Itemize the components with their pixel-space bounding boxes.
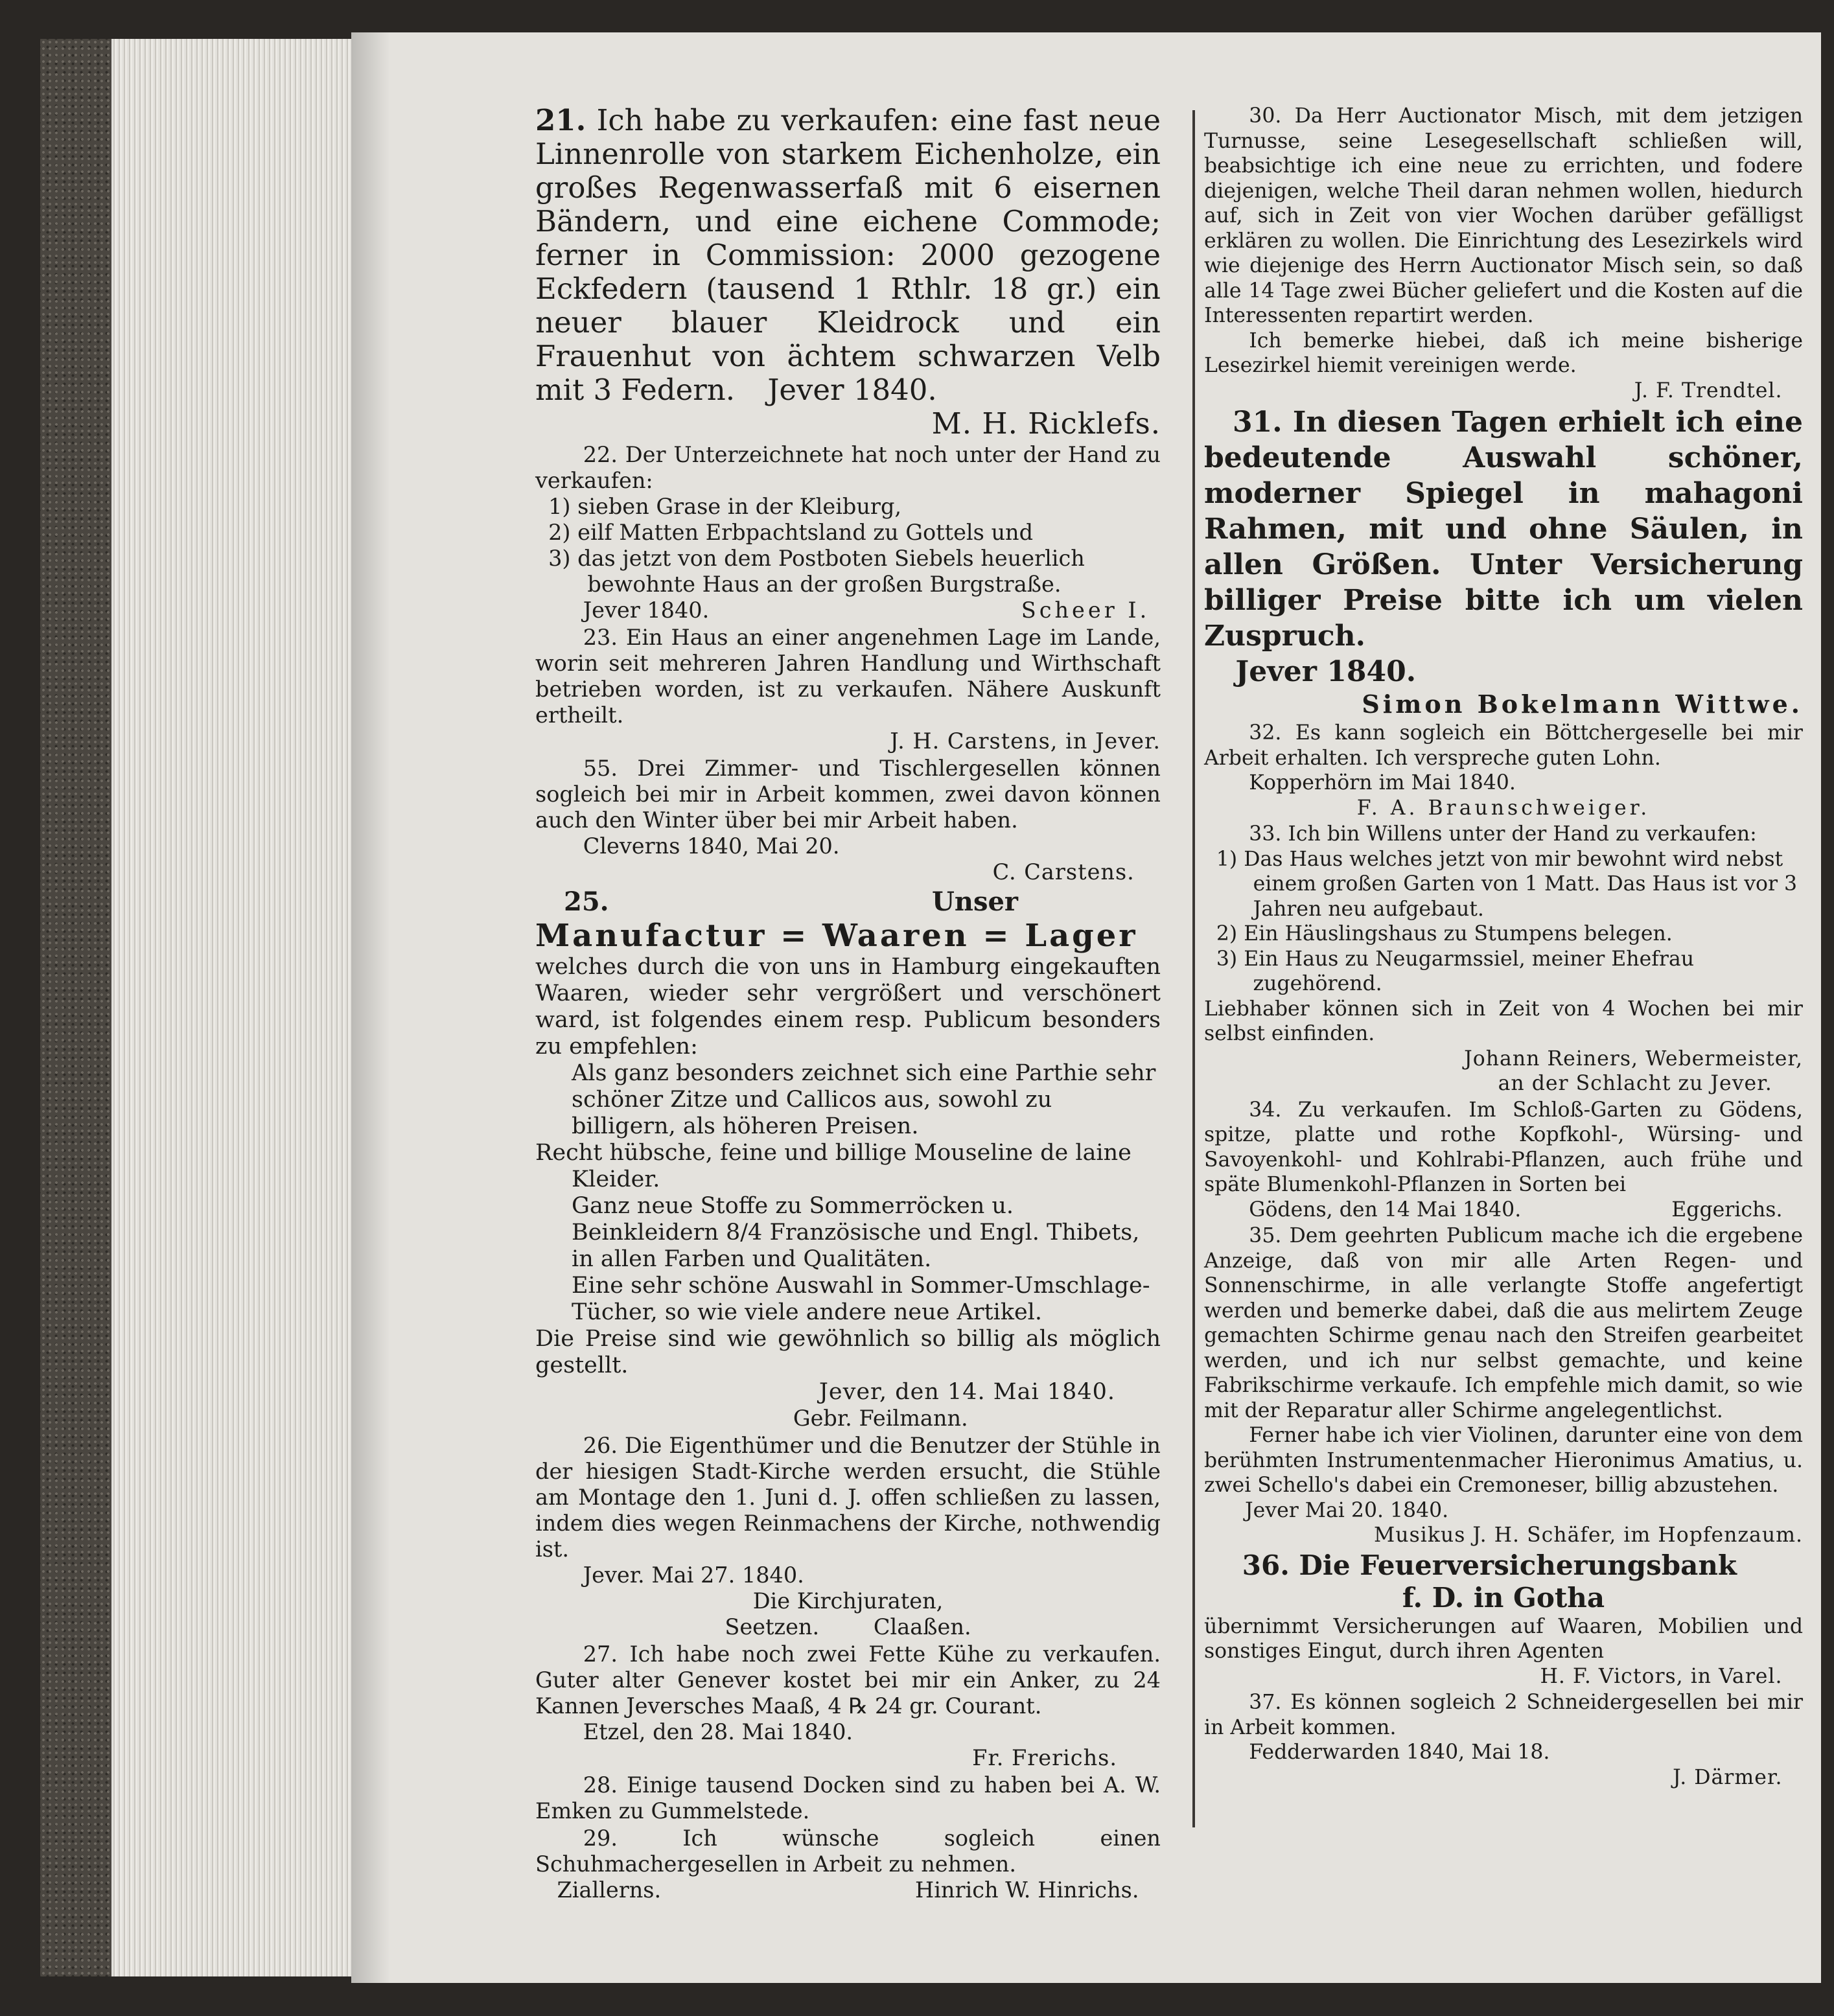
ad-34-place: Gödens, den 14 Mai 1840.	[1249, 1198, 1522, 1222]
ad-32-signature: F. A. Braunschweiger.	[1356, 796, 1651, 820]
ad-55	[535, 756, 1161, 885]
ad-22-place: Jever 1840.	[583, 597, 710, 623]
list-item: 3) das jetzt von dem Postboten Siebels heuerlich bewohnte Haus an der großen Burgstraße.	[548, 546, 1085, 597]
ad-29-footer	[535, 1877, 1161, 1903]
ad-25-heading	[535, 886, 1161, 918]
book-cover-edge	[40, 39, 111, 1976]
ad-32-text: 32. Es kann sogleich ein Böttchergeselle bei mir Arbeit erhalten. Ich verspreche guten Lohn.	[1204, 721, 1803, 770]
ad-23-signature: J. H. Carstens, in Jever.	[890, 728, 1161, 754]
gutter-shadow	[351, 32, 390, 1983]
ad-37-text: 37. Es können sogleich 2 Schneidergesellen bei mir in Arbeit kommen.	[1204, 1691, 1803, 1739]
ad-26	[535, 1433, 1161, 1640]
ad-36-number: 36.	[1242, 1549, 1290, 1581]
list-item: 1) sieben Grase in der Kleiburg,	[548, 494, 902, 519]
ad-25-item: Eine sehr schöne Auswahl in Sommer-Umschlage-Tücher, so wie viele andere neue Artikel.	[572, 1273, 1150, 1325]
ad-25-item: Ganz neue Stoffe zu Sommerröcken u. Beinkleidern 8/4 Französische und Engl. Thibets, in allen Farben und Qualitäten.	[572, 1193, 1140, 1272]
ad-37-place: Fedderwarden 1840, Mai 18.	[1249, 1741, 1550, 1764]
ad-55-text: 55. Drei Zimmer- und Tischlergesellen können sogleich bei mir in Arbeit kommen, zwei davon können auch den Winter über bei mir Arbeit haben.	[535, 756, 1161, 833]
ad-21-place: Jever 1840.	[767, 373, 937, 407]
ad-36	[1204, 1549, 1803, 1689]
ad-33-intro: 33. Ich bin Willens unter der Hand zu verkaufen:	[1249, 822, 1757, 846]
ad-27-place: Etzel, den 28. Mai 1840.	[583, 1719, 853, 1744]
ad-31-text: 31. In diesen Tagen erhielt ich eine bedeutende Auswahl schöner, moderner Spiegel in mahagoni Rahmen, mit und ohne Säulen, in allen Größen. Unter Versicherung billiger Preise bitte ich um vielen Zuspruch.	[1204, 406, 1803, 653]
ad-27-text: 27. Ich habe noch zwei Fette Kühe zu verkaufen. Guter alter Genever kostet bei mir ein Anker, zu 24 Kannen Jeversches Maaß, 4 ℞ 24 gr. Courant.	[535, 1641, 1161, 1719]
ad-25	[535, 886, 1161, 1431]
ad-22	[535, 442, 1161, 623]
ad-29-place: Ziallerns.	[557, 1877, 662, 1903]
ad-30	[1204, 104, 1803, 403]
ad-25-item: Als ganz besonders zeichnet sich eine Parthie sehr schöner Zitze und Callicos aus, sowohl zu billigern, als höheren Preisen.	[572, 1060, 1156, 1139]
ad-25-place: Jever, den 14. Mai 1840.	[818, 1379, 1115, 1405]
ad-25-item-text: Recht hübsche, feine und billige Mouseline de laine Kleider.	[535, 1140, 1132, 1192]
ad-35-place: Jever Mai 20. 1840.	[1245, 1498, 1449, 1522]
ad-25-closing: Die Preise sind wie gewöhnlich so billig als möglich gestellt.	[535, 1326, 1161, 1378]
ad-30-signature: J. F. Trendtel.	[1634, 378, 1783, 402]
ad-21-body: Ich habe zu verkaufen: eine fast neue Linnenrolle von starkem Eichenholze, ein großes Regenwasserfaß mit 6 eisernen Bändern, und eine eichene Commode; ferner in Commission: 2000 gezogene Eckfedern (tausend 1 Rthlr. 18 gr.) ein neuer blauer Kleidrock und ein Frauenhut von ächtem schwarzen Velb mit 3 Federn.	[535, 103, 1161, 407]
ad-27	[535, 1641, 1161, 1771]
ad-26-place: Jever. Mai 27. 1840.	[583, 1562, 804, 1588]
ad-34-text: 34. Zu verkaufen. Im Schloß-Garten zu Gödens, spitze, platte und rothe Kopfkohl-, Würsing- und Savoyenkohl- und Kohlrabi-Pflanzen, auch frühe und späte Blumenkohl-Pflanzen in Sorten bei	[1204, 1098, 1803, 1196]
ad-26-names	[535, 1614, 1161, 1640]
ad-33-signature: Johann Reiners, Webermeister,	[1464, 1047, 1803, 1071]
ad-25-word: Unser	[931, 886, 1018, 917]
ad-34	[1204, 1098, 1803, 1223]
column-divider	[1192, 110, 1195, 1827]
ad-33	[1204, 822, 1803, 1096]
ad-25-number: 25.	[564, 886, 609, 917]
ad-25-signature: Gebr. Feilmann.	[793, 1406, 968, 1431]
ad-21-signature: M. H. Ricklefs.	[931, 406, 1161, 441]
ad-26-name: Claaßen.	[873, 1614, 971, 1639]
ad-26-text: 26. Die Eigenthümer und die Benutzer der Stühle in der hiesigen Stadt-Kirche werden ersucht, die Stühle am Montage den 1. Juni d. J. offen schließen zu lassen, indem dies wegen Reinmachens der Kirche, nothwendig ist.	[535, 1433, 1161, 1562]
ad-35-text: 35. Dem geehrten Publicum mache ich die ergebene Anzeige, daß von mir alle Arten Regen- und Sonnenschirme, in alle verlangte Stoffe angefertigt werden und bemerke dabei, daß die aus melirtem Zeuge gemachten Schirme genau nach den Streifen gearbeitet werden, und ich nur selbst gemachte, und keine Fabrikschirme verkaufe. Ich empfehle mich damit, so wie mit der Reparatur aller Schirme angelegentlichst.	[1204, 1224, 1803, 1422]
ad-35-text2: Ferner habe ich vier Violinen, darunter eine von dem berühmten Instrumentenmacher Hieronimus Amatius, u. zwei Schello's dabei ein Cremoneser, billig abzustehen.	[1204, 1424, 1803, 1497]
ad-28-text: 28. Einige tausend Docken sind zu haben bei A. W. Emken zu Gummelstede.	[535, 1772, 1161, 1824]
ad-21-number: 21.	[535, 103, 586, 137]
list-item: 2) Ein Häuslingshaus zu Stumpens belegen.	[1216, 922, 1673, 945]
ad-55-signature: C. Carstens.	[992, 859, 1135, 885]
ad-30-text: 30. Da Herr Auctionator Misch, mit dem jetzigen Turnusse, seine Lesegesellschaft schließen will, beabsichtige ich eine neue zu errichten, und fodere diejenigen, welche Theil daran nehmen wollen, hiedurch auf, sich in Zeit von vier Wochen darüber gefälligst erklären zu wollen. Die Einrichtung des Lesezirkels wird wie diejenige des Herrn Auctionator Misch sein, so daß alle 14 Tage zwei Bücher geliefert und die Kosten auf die Interessenten repartirt werden.	[1204, 104, 1803, 327]
ad-32-place: Kopperhörn im Mai 1840.	[1249, 771, 1516, 794]
ad-31	[1204, 404, 1803, 719]
list-item: 3) Ein Haus zu Neugarmssiel, meiner Ehefrau zugehörend.	[1216, 947, 1695, 995]
ad-27-signature: Fr. Frerichs.	[972, 1745, 1117, 1770]
ad-32	[1204, 721, 1803, 820]
ad-33-list	[1204, 847, 1803, 997]
ad-36-subtitle: f. D. in Gotha	[1402, 1581, 1605, 1614]
list-item: 1) Das Haus welches jetzt von mir bewohnt wird nebst einem großen Garten von 1 Matt. Das Haus ist vor 3 Jahren neu aufgebaut.	[1216, 847, 1798, 921]
ad-31-signature: Simon Bokelmann Wittwe.	[1362, 689, 1803, 719]
ad-55-place: Cleverns 1840, Mai 20.	[583, 833, 840, 859]
ad-21-text	[535, 104, 1161, 407]
ad-28	[535, 1772, 1161, 1824]
ad-22-intro: 22. Der Unterzeichnete hat noch unter der Hand zu verkaufen:	[535, 442, 1161, 493]
list-item: 2) eilf Matten Erbpachtsland zu Gottels und	[548, 520, 1034, 545]
ad-33-signature-line2: an der Schlacht zu Jever.	[1498, 1072, 1772, 1095]
ad-36-heading	[1204, 1549, 1803, 1582]
ad-29-signature: Hinrich W. Hinrichs.	[914, 1877, 1139, 1903]
ad-26-name: Seetzen.	[725, 1614, 820, 1639]
ad-37	[1204, 1690, 1803, 1790]
page-block-edges	[111, 39, 351, 1976]
ad-36-text: übernimmt Versicherungen auf Waaren, Mobilien und sonstiges Eingut, durch ihren Agenten	[1204, 1614, 1803, 1663]
ad-23	[535, 625, 1161, 754]
right-column	[1204, 104, 1803, 1791]
ad-31-place: Jever 1840.	[1235, 655, 1417, 688]
ad-25-text: welches durch die von uns in Hamburg eingekauften Waaren, wieder sehr vergrößert und verschönert ward, ist folgendes einem resp. Publicum besonders zu empfehlen:	[535, 954, 1161, 1060]
ad-33-text: Liebhaber können sich in Zeit von 4 Wochen bei mir selbst einfinden.	[1204, 997, 1803, 1045]
ad-35-signature: Musikus J. H. Schäfer, im Hopfenzaum.	[1374, 1524, 1803, 1547]
ad-25-title: Manufactur = Waaren = Lager	[535, 918, 1138, 954]
ad-22-list	[535, 494, 1161, 597]
ad-36-signature: H. F. Victors, in Varel.	[1540, 1664, 1783, 1688]
ad-34-footer	[1204, 1198, 1803, 1223]
ad-25-item	[535, 1140, 1161, 1193]
ad-21	[535, 104, 1161, 441]
ad-35	[1204, 1223, 1803, 1548]
ad-26-signature: Die Kirchjuraten,	[752, 1588, 944, 1614]
ad-29	[535, 1825, 1161, 1903]
ad-30-text2: Ich bemerke hiebei, daß ich meine bisherige Lesezirkel hiemit vereinigen werde.	[1204, 329, 1803, 377]
ad-22-signature: Scheer I.	[1021, 597, 1150, 623]
ad-36-title: Die Feuerversicherungsbank	[1299, 1549, 1737, 1581]
ad-22-footer	[535, 597, 1161, 623]
ad-37-signature: J. Därmer.	[1673, 1765, 1783, 1789]
ad-29-text: 29. Ich wünsche sogleich einen Schuhmachergesellen in Arbeit zu nehmen.	[535, 1825, 1161, 1877]
left-column	[535, 104, 1161, 1905]
ad-23-text: 23. Ein Haus an einer angenehmen Lage im Lande, worin seit mehreren Jahren Handlung und Wirthschaft betrieben worden, ist zu verkaufen. Nähere Auskunft ertheilt.	[535, 625, 1161, 728]
ad-34-signature: Eggerichs.	[1671, 1198, 1783, 1222]
